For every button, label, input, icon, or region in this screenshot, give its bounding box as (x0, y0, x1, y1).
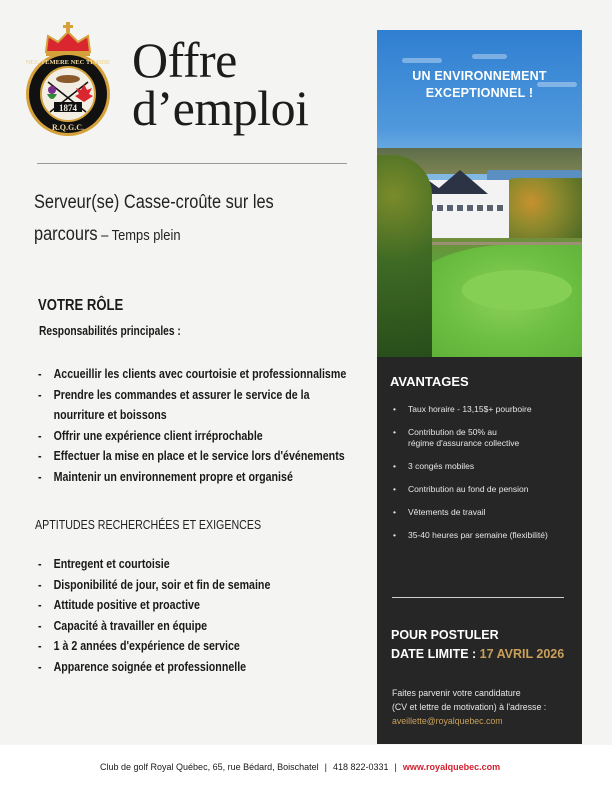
autumn-trees (497, 178, 582, 238)
photo-caption: UN ENVIRONNEMENT EXCEPTIONNEL ! (412, 69, 547, 100)
list-item: - Prendre les commandes et assurer le service de la nourriture et boissons (38, 386, 310, 422)
dash-bullet: - (38, 386, 42, 402)
cloud-shape (402, 58, 442, 63)
page-title (132, 32, 309, 136)
list-item: - Apparence soignée et professionnelle (38, 657, 270, 678)
sidebar-panel (377, 30, 582, 744)
dash-bullet: - (38, 468, 42, 484)
website-link[interactable]: www.royalquebec.com (402, 762, 501, 772)
list-item: - Offrir une expérience client irréprochable (38, 426, 346, 447)
apply-instructions: Faites parvenir votre candidature (CV et lettre de motivation) à l'adresse : aveillette@royalquebec.com (392, 688, 547, 726)
footer-address: Club de golf Royal Québec, 65, rue Bédard, Boischatel (100, 762, 319, 772)
dash-bullet: - (38, 638, 42, 653)
dash-bullet: - (38, 448, 42, 463)
list-item: • 35-40 heures par semaine (flexibilité) (393, 530, 583, 541)
svg-text:1874: 1874 (59, 103, 77, 113)
list-item: • Taux horaire - 13,15$+ pourboire (393, 404, 583, 415)
svg-text:R.Q.G.C.: R.Q.G.C. (52, 123, 84, 132)
responsibilities-label: Responsabilités principales : (39, 324, 181, 338)
apply-heading: POUR POSTULER DATE LIMITE : 17 AVRIL 2026 (391, 628, 565, 661)
deadline-label: DATE LIMITE : (391, 647, 480, 661)
skills-list (38, 554, 270, 677)
svg-text:NEC TEMERE NEC TIMIDE: NEC TEMERE NEC TIMIDE (25, 59, 111, 66)
list-item: - Capacité à travailler en équipe (38, 616, 270, 637)
list-item: - Effectuer la mise en place et le service lors d'événements (38, 446, 346, 467)
skills-heading: APTITUDES RECHERCHÉES ET EXIGENCES (35, 517, 262, 532)
footer (0, 745, 612, 792)
dash-bullet: - (38, 597, 42, 612)
title-line-1: Offre (132, 32, 237, 88)
job-title (34, 187, 361, 252)
deadline-value: 17 AVRIL 2026 (479, 647, 565, 661)
clubhouse-roof (432, 170, 488, 194)
dash-bullet: - (38, 658, 42, 674)
dash-bullet: - (38, 617, 42, 633)
footer-contact (100, 762, 500, 772)
golf-course-photo (377, 30, 582, 357)
title-line-2: d’emploi (132, 80, 309, 136)
responsibilities-list (38, 364, 346, 487)
list-item: • Contribution de 50% au régime d'assurance collective (393, 427, 583, 449)
list-item: - 1 à 2 années d'expérience de service (38, 636, 270, 657)
footer-separator: | (324, 762, 327, 772)
job-title-separator: – (97, 227, 112, 244)
evergreen-trees (377, 155, 432, 357)
club-crest-logo (20, 22, 116, 138)
cloud-shape (472, 54, 507, 59)
crest-icon (20, 22, 116, 138)
role-heading: VOTRE RÔLE (38, 297, 124, 314)
job-title-continuation: parcours (34, 224, 98, 245)
list-item: • 3 congés mobiles (393, 461, 583, 472)
title-divider (37, 163, 347, 164)
footer-separator: | (394, 762, 397, 772)
email-link[interactable]: aveillette@royalquebec.com (392, 716, 503, 726)
footer-phone: 418 822-0331 (332, 762, 389, 772)
list-item: • Contribution au fond de pension (393, 484, 583, 495)
sidebar-divider (392, 597, 564, 598)
list-item: - Accueillir les clients avec courtoisie et professionnalisme (38, 364, 346, 385)
job-title-line-2 (34, 219, 361, 252)
advantages-list (393, 404, 583, 553)
putting-green (462, 270, 572, 310)
list-item: • Vêtements de travail (393, 507, 583, 518)
dash-bullet: - (38, 556, 42, 571)
job-type: Temps plein (111, 227, 181, 244)
list-item: - Entregent et courtoisie (38, 554, 270, 575)
list-item: - Maintenir un environnement propre et organisé (38, 467, 346, 488)
dash-bullet: - (38, 366, 42, 381)
advantages-heading: AVANTAGES (390, 374, 469, 389)
job-title-line-1: Serveur(se) Casse-croûte sur les (34, 192, 274, 213)
dash-bullet: - (38, 427, 42, 443)
dash-bullet: - (38, 576, 42, 592)
list-item: - Attitude positive et proactive (38, 595, 270, 616)
list-item: - Disponibilité de jour, soir et fin de semaine (38, 575, 270, 596)
